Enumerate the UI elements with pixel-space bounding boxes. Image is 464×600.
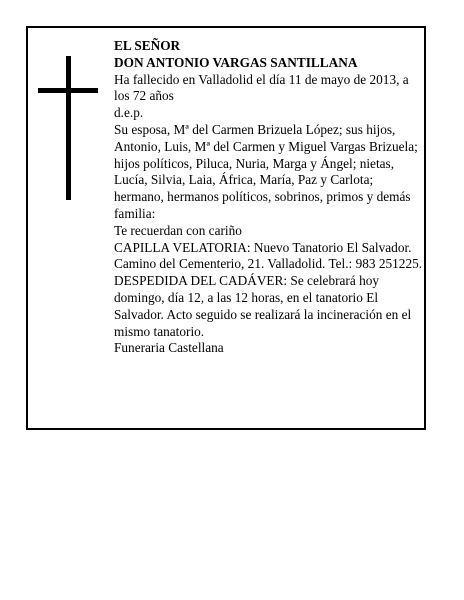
remembrance-line: Te recuerdan con cariño — [114, 222, 242, 238]
farewell-info: DESPEDIDA DEL CADÁVER: Se celebrará hoy domingo, día 12, a las 12 horas, en el tanatorio El Salvador. Acto seguido se realizará la incineración en el mismo tanatorio. — [114, 273, 412, 339]
heading-title: EL SEÑOR — [114, 38, 181, 53]
funeral-home: Funeraria Castellana — [114, 340, 224, 356]
cross-vertical-bar — [66, 56, 71, 200]
family-list: Su esposa, Mª del Carmen Brizuela López; sus hijos, Antonio, Luis, Mª del Carmen y Miguel Vargas Brizuela; hijos políticos, Piluca, Nuria, Marga y Ángel; nietas, Lucía, Silvia, Laia, África, María, Paz y Carlota; hermano, hermanos políticos, sobrinos, primos y demás familia: — [114, 121, 418, 221]
obituary-notice — [26, 26, 426, 430]
notice-body — [114, 38, 424, 357]
chapel-info: CAPILLA VELATORIA: Nuevo Tanatorio El Salvador. Camino del Cementerio, 21. Valladolid. Tel.: 983 251225. — [114, 239, 423, 272]
rest-in-peace: d.e.p. — [114, 105, 144, 121]
latin-cross-icon — [38, 56, 98, 200]
death-statement: Ha fallecido en Valladolid el día 11 de mayo de 2013, a los 72 años — [114, 71, 409, 104]
deceased-name: DON ANTONIO VARGAS SANTILLANA — [114, 54, 358, 70]
cross-horizontal-bar — [38, 88, 98, 93]
